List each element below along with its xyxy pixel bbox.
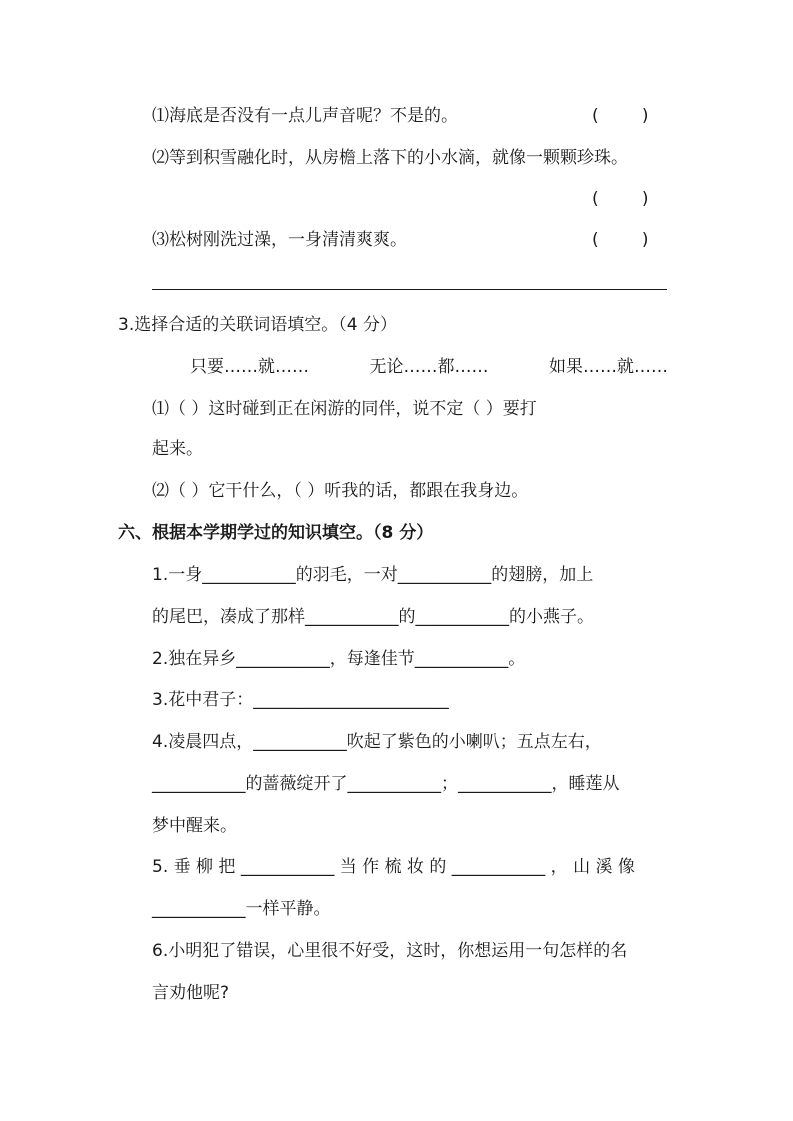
section-6-q4-line3: 梦中醒来。 — [152, 816, 237, 836]
section-3-q1-line2: 起来。 — [152, 439, 203, 459]
answer-blank-paren[interactable]: ( ) — [592, 230, 649, 250]
answer-rule-line[interactable] — [152, 289, 667, 290]
option-1: 只要……就…… — [190, 357, 309, 377]
section-3-title: 3.选择合适的关联词语填空。（4 分） — [118, 315, 397, 335]
section-6-q6-line2: 言劝他呢? — [152, 983, 230, 1003]
section-6-q6-line1: 6.小明犯了错误，心里很不好受，这时，你想运用一句怎样的名 — [152, 941, 628, 961]
section-6-q4-line2: ___________的蔷薇绽开了___________；___________，睡莲从 — [152, 774, 620, 794]
option-3: 如果……就…… — [549, 357, 668, 377]
section-6-q3: 3.花中君子：_______________________ — [152, 690, 449, 710]
conjunction-options — [190, 355, 668, 379]
judge-question-2: ⑵等到积雪融化时，从房檐上落下的小水滴，就像一颗颗珍珠。 — [152, 148, 628, 168]
judge-question-3: ⑶松树刚洗过澡，一身清清爽爽。 — [152, 230, 407, 250]
section-6-title: 六、根据本学期学过的知识填空。（8 分） — [118, 523, 434, 543]
section-3-q1-line1: ⑴（ ）这时碰到正在闲游的同伴，说不定（ ）要打 — [152, 399, 537, 419]
option-2: 无论……都…… — [369, 357, 489, 377]
answer-blank-paren[interactable]: ( ) — [592, 106, 649, 126]
section-6-q5-line2: ___________一样平静。 — [152, 899, 331, 919]
section-6-q4-line1: 4.凌晨四点，___________吹起了紫色的小喇叭；五点左右， — [152, 732, 602, 752]
section-6-q5-line1: 5. 垂 柳 把 ___________ 当 作 梳 妆 的 ___________ ， 山 溪 像 — [152, 857, 635, 877]
judge-question-1: ⑴海底是否没有一点儿声音呢？不是的。 — [152, 106, 458, 126]
answer-blank-paren[interactable]: ( ) — [592, 189, 649, 209]
section-6-q1-line1: 1.一身___________的羽毛，一对___________的翅膀，加上 — [152, 565, 594, 585]
section-3-q2: ⑵（ ）它干什么，（ ）听我的话，都跟在我身边。 — [152, 481, 529, 501]
section-6-q2: 2.独在异乡___________，每逢佳节___________。 — [152, 649, 526, 669]
section-6-q1-line2: 的尾巴，凑成了那样___________的___________的小燕子。 — [152, 607, 594, 627]
